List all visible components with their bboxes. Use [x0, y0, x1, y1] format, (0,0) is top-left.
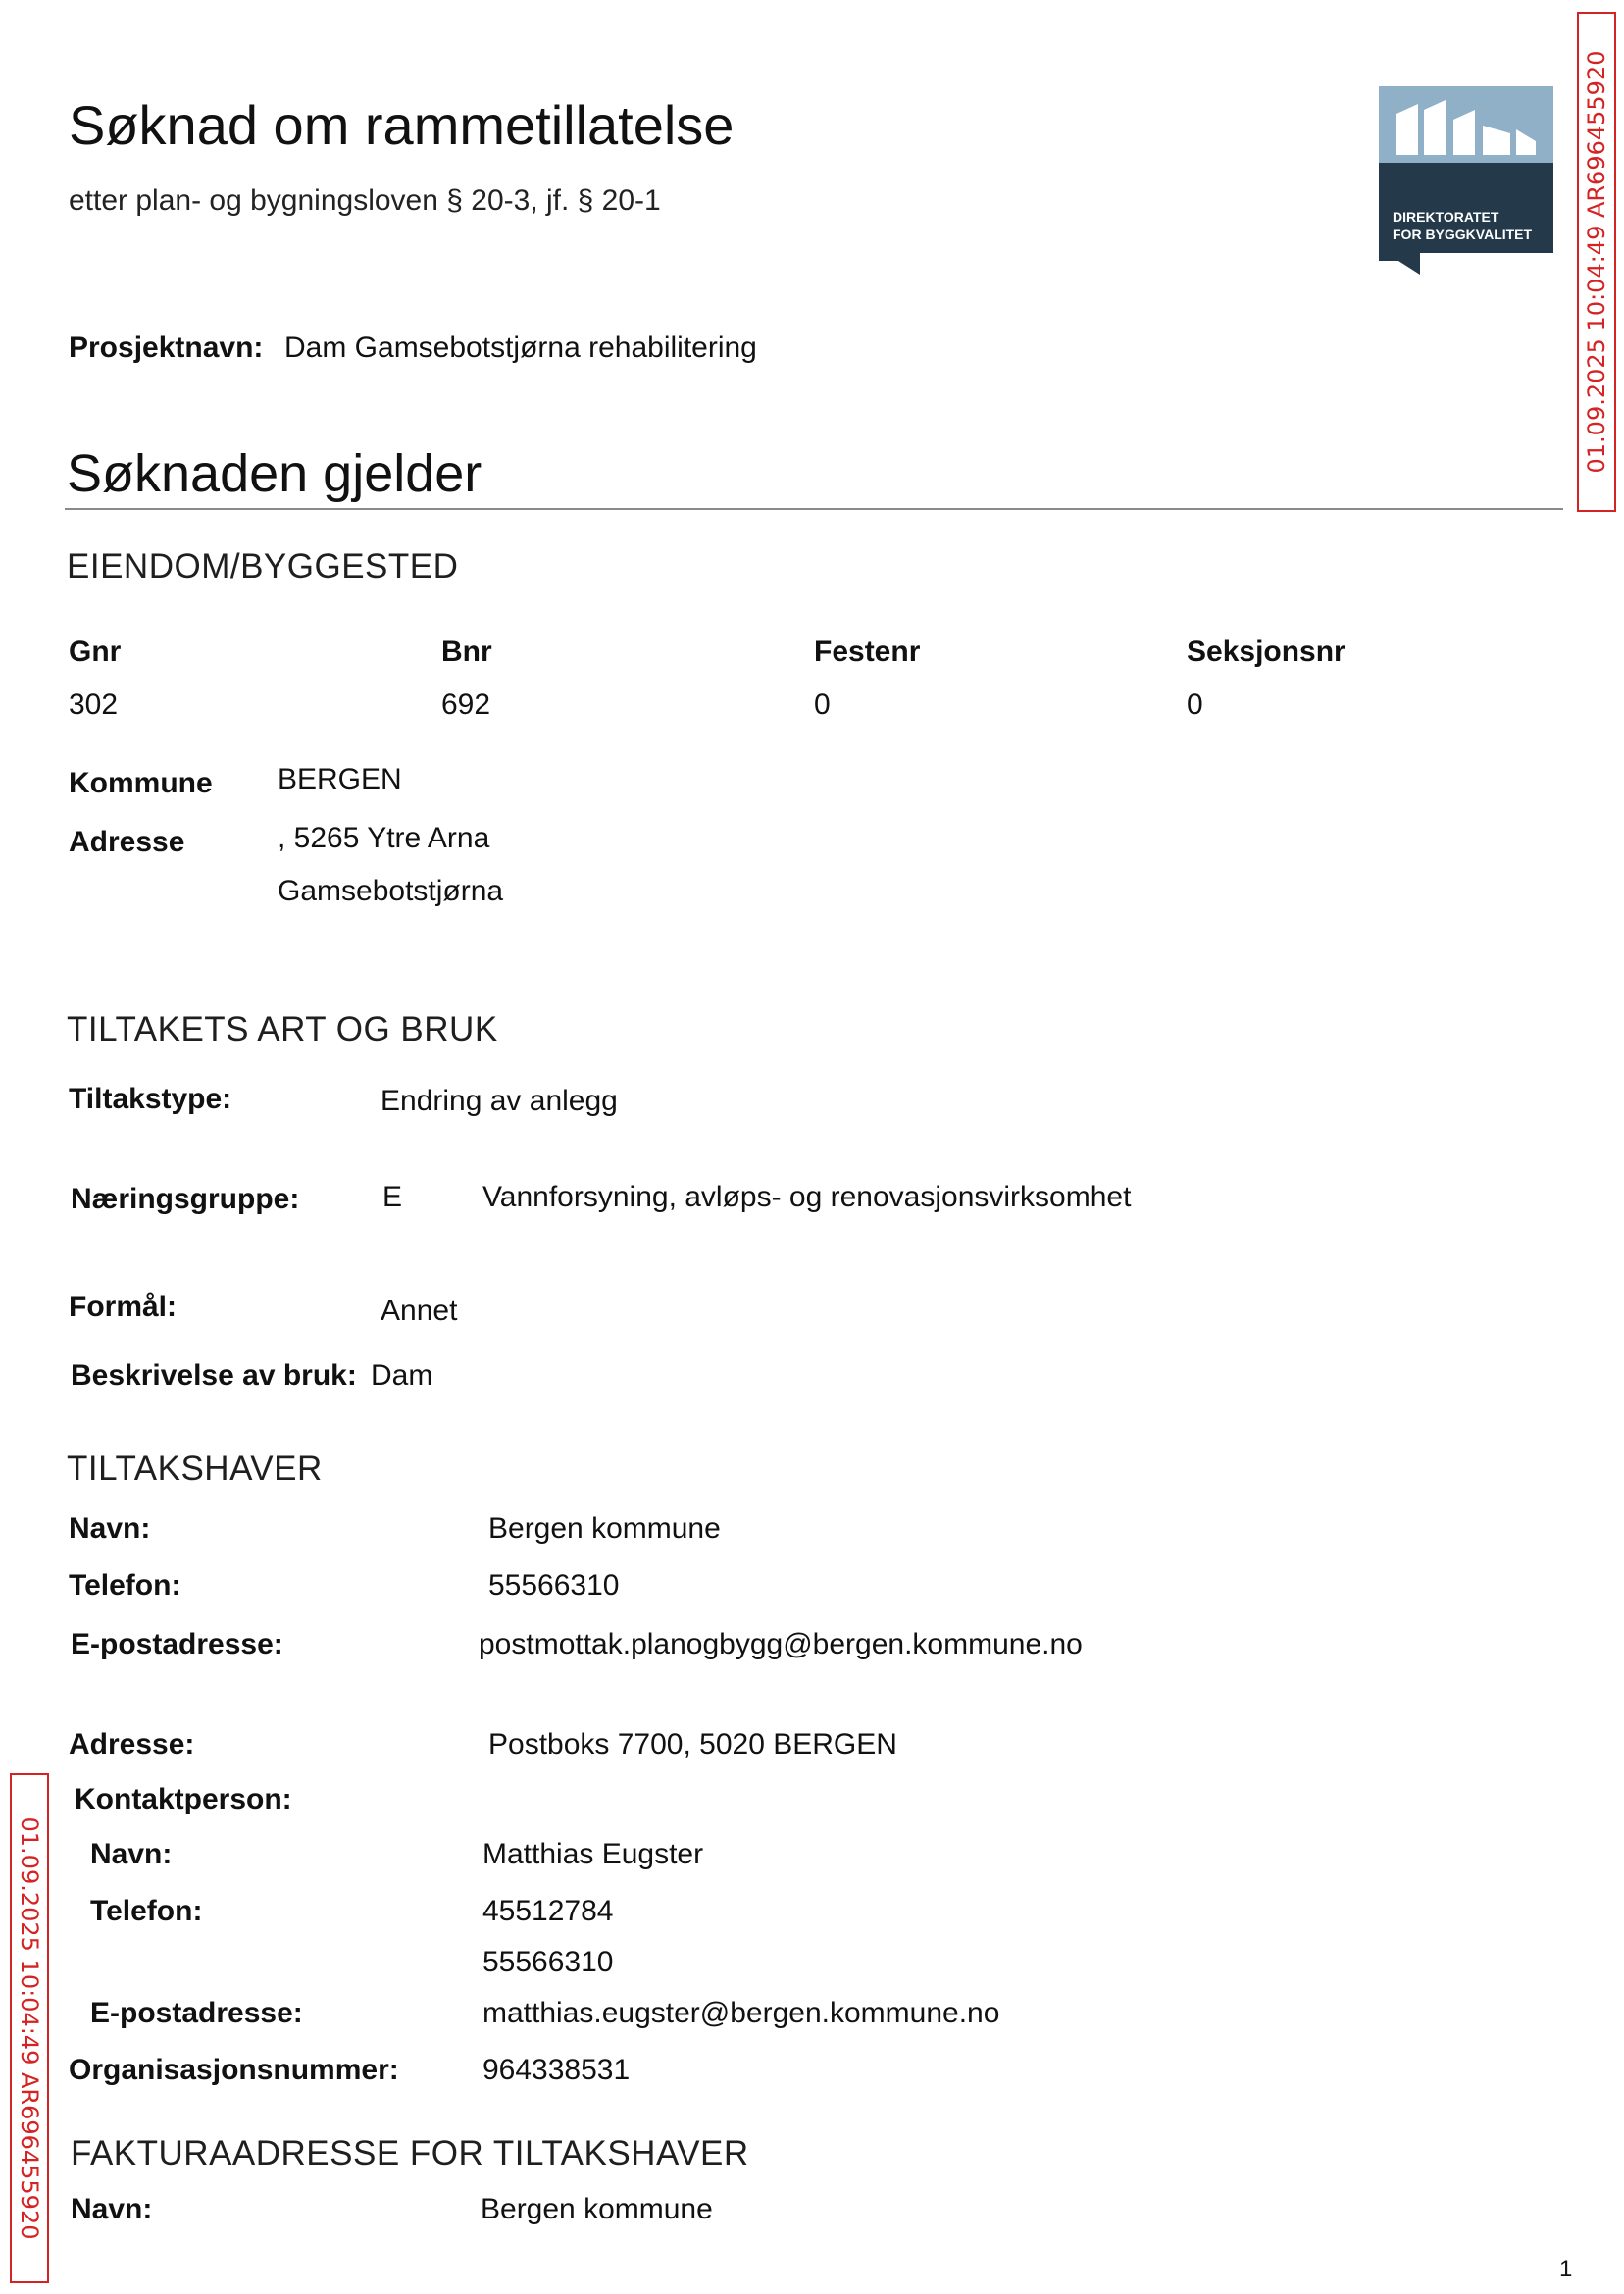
stamp-text: 01.09.2025 10:04:49 AR696455920: [16, 1816, 43, 2240]
beskrivelse-label: Beskrivelse av bruk:: [71, 1359, 357, 1392]
tiltakshaver-adresse-value: Postboks 7700, 5020 BERGEN: [488, 1728, 897, 1760]
naeringsgruppe-label: Næringsgruppe:: [71, 1183, 300, 1215]
beskrivelse-value: Dam: [371, 1359, 433, 1392]
tiltakshaver-epost-value: postmottak.planogbygg@bergen.kommune.no: [479, 1628, 1083, 1660]
kontakt-navn-label: Navn:: [90, 1838, 173, 1870]
divider: [65, 508, 1563, 510]
kontaktperson-label: Kontaktperson:: [75, 1783, 292, 1815]
formaal-value: Annet: [381, 1295, 458, 1327]
gnr-value: 302: [69, 688, 119, 721]
dibk-logo: [1379, 86, 1553, 275]
adresse-label: Adresse: [69, 826, 185, 858]
orgnr-value: 964338531: [482, 2054, 631, 2086]
tiltakstype-value: Endring av anlegg: [381, 1085, 618, 1117]
festenr-label: Festenr: [814, 636, 921, 668]
eiendom-heading: EIENDOM/BYGGESTED: [67, 547, 459, 586]
festenr-value: 0: [814, 688, 831, 721]
kontakt-telefon-value2: 55566310: [482, 1946, 614, 1978]
faktura-navn-value: Bergen kommune: [481, 2193, 713, 2225]
seksjonsnr-value: 0: [1187, 688, 1203, 721]
tiltak-heading: TILTAKETS ART OG BRUK: [67, 1010, 498, 1048]
seksjonsnr-label: Seksjonsnr: [1187, 636, 1345, 668]
kontakt-epost-value: matthias.eugster@bergen.kommune.no: [482, 1997, 1000, 2029]
stamp-text: 01.09.2025 10:04:49 AR696455920: [1583, 50, 1610, 474]
kontakt-navn-value: Matthias Eugster: [482, 1838, 704, 1870]
project-value: Dam Gamsebotstjørna rehabilitering: [284, 331, 757, 364]
naeringsgruppe-code: E: [382, 1181, 403, 1213]
document-title: Søknad om rammetillatelse: [69, 94, 735, 156]
svg-text:FOR BYGGKVALITET: FOR BYGGKVALITET: [1393, 227, 1533, 242]
timestamp-stamp-bottom: [10, 1773, 49, 2283]
section-heading: Søknaden gjelder: [67, 444, 482, 503]
gnr-label: Gnr: [69, 636, 122, 668]
kommune-label: Kommune: [69, 767, 213, 799]
tiltakshaver-navn-label: Navn:: [69, 1512, 151, 1545]
kontakt-epost-label: E-postadresse:: [90, 1997, 303, 2029]
formaal-label: Formål:: [69, 1291, 178, 1323]
tiltakshaver-heading: TILTAKSHAVER: [67, 1450, 323, 1488]
tiltakshaver-navn-value: Bergen kommune: [488, 1512, 721, 1545]
orgnr-label: Organisasjonsnummer:: [69, 2054, 399, 2086]
faktura-navn-label: Navn:: [71, 2193, 153, 2225]
tiltakshaver-telefon-value: 55566310: [488, 1569, 620, 1602]
tiltakstype-label: Tiltakstype:: [69, 1083, 232, 1115]
adresse-line1: , 5265 Ytre Arna: [278, 822, 490, 854]
tiltakshaver-epost-label: E-postadresse:: [71, 1628, 283, 1660]
document-subtitle: etter plan- og bygningsloven § 20-3, jf. § 20-1: [69, 184, 661, 217]
tiltakshaver-telefon-label: Telefon:: [69, 1569, 181, 1602]
bnr-value: 692: [441, 688, 491, 721]
svg-text:DIREKTORATET: DIREKTORATET: [1393, 209, 1499, 225]
kontakt-telefon-label: Telefon:: [90, 1895, 203, 1927]
naeringsgruppe-value: Vannforsyning, avløps- og renovasjonsvirksomhet: [482, 1181, 1132, 1213]
tiltakshaver-adresse-label: Adresse:: [69, 1728, 195, 1760]
page-number: 1: [1559, 2256, 1573, 2282]
faktura-heading: FAKTURAADRESSE FOR TILTAKSHAVER: [71, 2134, 749, 2172]
bnr-label: Bnr: [441, 636, 492, 668]
adresse-line2: Gamsebotstjørna: [278, 875, 504, 907]
kontakt-telefon-value1: 45512784: [482, 1895, 614, 1927]
kommune-value: BERGEN: [278, 763, 402, 795]
timestamp-stamp-top: [1577, 12, 1616, 512]
project-label: Prosjektnavn:: [69, 331, 264, 364]
